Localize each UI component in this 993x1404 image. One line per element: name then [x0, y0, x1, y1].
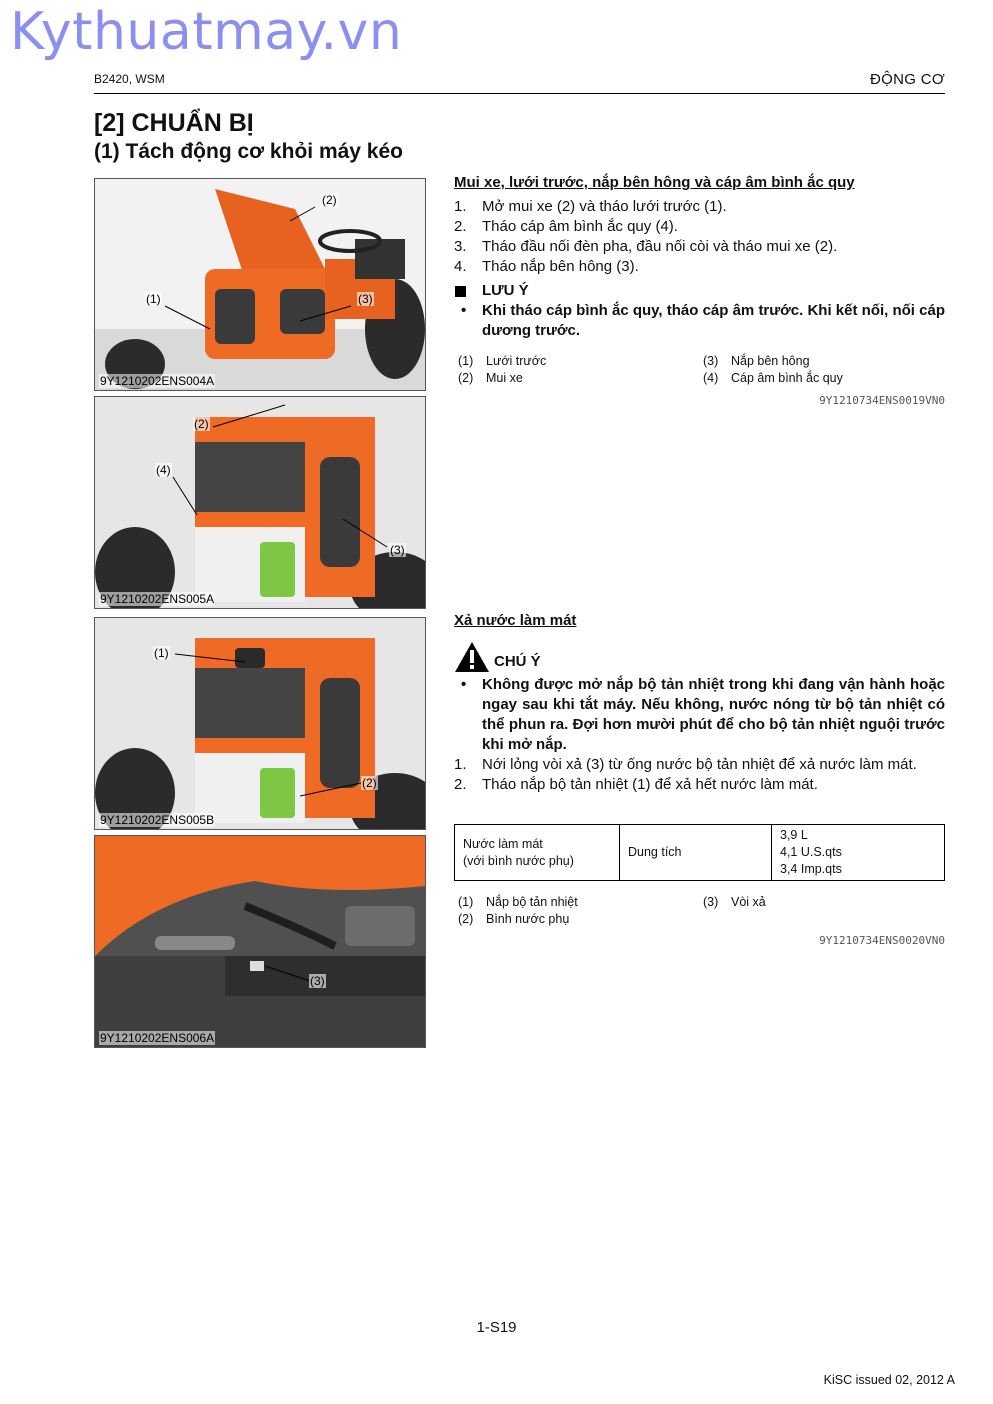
- bullet-icon: •: [461, 302, 467, 319]
- section-heading: [2] CHUẨN BỊ: [94, 109, 254, 137]
- issue-label: KiSC issued 02, 2012 A: [823, 1373, 955, 1387]
- section-title: Mui xe, lưới trước, nắp bên hông và cáp âm bình ắc quy: [454, 174, 855, 191]
- callout-2: (2): [322, 193, 337, 207]
- warning-triangle-icon: [454, 641, 490, 673]
- photo-battery-side: [94, 396, 426, 609]
- section-drain-coolant: [454, 612, 945, 795]
- callout-1: (1): [146, 292, 161, 306]
- note-square-icon: [455, 286, 466, 297]
- site-watermark: Kythuatmay.vn: [10, 2, 403, 62]
- callout-2: (2): [362, 776, 377, 790]
- caution-heading: CHÚ Ý: [454, 641, 945, 673]
- caution-text: • Không được mở nắp bộ tản nhiệt trong khi đang vận hành hoặc ngay sau khi tắt máy. Nếu không, nước nóng từ bộ tản nhiệt có thể phun ra. Đợi hơn mười phút để cho bộ tản nhiệt nguội trước khi mở nắp.: [461, 676, 945, 753]
- legend-section1: [458, 353, 945, 389]
- callout-3: (3): [390, 543, 405, 557]
- legend-item: (3) Vòi xả: [703, 895, 766, 909]
- list-item: 1. Mở mui xe (2) và tháo lưới trước (1).: [454, 198, 727, 215]
- subsection-heading: (1) Tách động cơ khỏi máy kéo: [94, 140, 403, 163]
- steps-list: [454, 197, 945, 277]
- legend-item: (2) Mui xe: [458, 371, 523, 385]
- legend-item: (3) Nắp bên hông: [703, 354, 810, 368]
- legend-item: (2) Bình nước phụ: [458, 912, 570, 926]
- table-cell-values: 3,9 L 4,1 U.S.qts 3,4 Imp.qts: [772, 825, 945, 881]
- legend-item: (4) Cáp âm bình ắc quy: [703, 371, 843, 385]
- capacity-table-wrapper: [454, 824, 945, 881]
- legend-section2: [458, 894, 945, 930]
- list-item: 2. Tháo nắp bộ tản nhiệt (1) để xả hết nước làm mát.: [454, 776, 818, 793]
- radiator-illustration: [95, 618, 425, 829]
- photo-caption: 9Y1210202ENS005A: [100, 592, 215, 606]
- note-heading: LƯU Ý: [454, 281, 945, 301]
- section-hood-grille: [454, 174, 945, 341]
- chapter-title: ĐỘNG CƠ: [870, 71, 945, 88]
- tractor-hood-illustration: [95, 179, 425, 390]
- list-item: 4. Tháo nắp bên hông (3).: [454, 258, 639, 275]
- callout-3: (3): [358, 292, 373, 306]
- section-title: Xả nước làm mát: [454, 612, 577, 629]
- photo-radiator-cap: [94, 617, 426, 830]
- battery-side-illustration: [95, 397, 425, 608]
- list-item: 2. Tháo cáp âm bình ắc quy (4).: [454, 218, 678, 235]
- table-cell-property: Dung tích: [620, 825, 772, 881]
- note-text: • Khi tháo cáp bình ắc quy, tháo cáp âm trước. Khi kết nối, nối cáp dương trước.: [461, 302, 945, 339]
- legend-item: (1) Lưới trước: [458, 354, 547, 368]
- table-cell-item: Nước làm mát (với bình nước phụ): [455, 825, 620, 881]
- list-item: 3. Tháo đầu nối đèn pha, đầu nối còi và tháo mui xe (2).: [454, 238, 838, 255]
- legend-item: (1) Nắp bộ tản nhiệt: [458, 895, 578, 909]
- photo-caption: 9Y1210202ENS005B: [100, 813, 215, 827]
- page-number: 1-S19: [476, 1319, 517, 1336]
- bullet-icon: •: [461, 676, 467, 693]
- manual-model-label: B2420, WSM: [94, 72, 165, 86]
- header-divider: [94, 93, 945, 94]
- photo-hood-open: [94, 178, 426, 391]
- photo-drain-cock: [94, 835, 426, 1048]
- reference-code: 9Y1210734ENS0020VN0: [819, 934, 945, 947]
- reference-code: 9Y1210734ENS0019VN0: [819, 394, 945, 407]
- capacity-table: [454, 824, 945, 881]
- drain-cock-illustration: [95, 836, 425, 1047]
- steps-list: [454, 755, 945, 795]
- list-item: 1. Nới lỏng vòi xả (3) từ ống nước bộ tản nhiệt để xả nước làm mát.: [454, 756, 917, 773]
- callout-3: (3): [310, 974, 325, 988]
- photo-caption: 9Y1210202ENS006A: [100, 1031, 215, 1045]
- callout-2: (2): [194, 417, 209, 431]
- callout-4: (4): [156, 463, 171, 477]
- photo-caption: 9Y1210202ENS004A: [100, 374, 215, 388]
- callout-1: (1): [154, 646, 169, 660]
